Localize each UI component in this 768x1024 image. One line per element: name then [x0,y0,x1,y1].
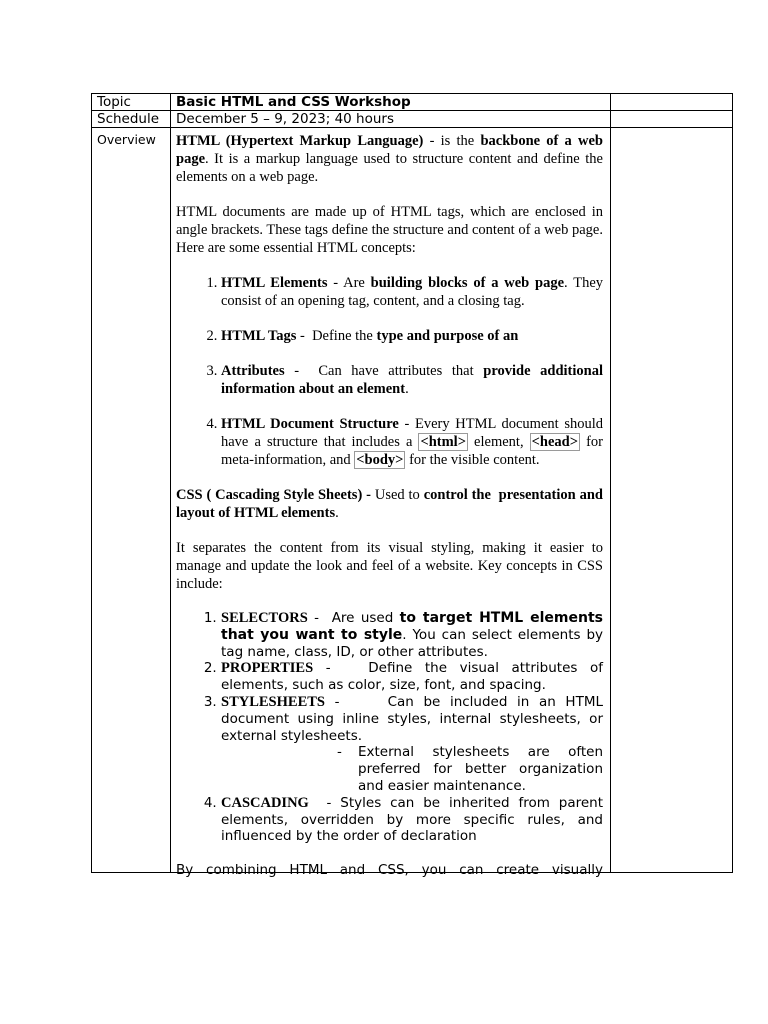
list-item: 3. Attributes - Can have attributes that provide additional information about an element. [221,362,603,398]
list-item: 1. SELECTORS - Are used to target HTML elements that you want to style. You can select elements by tag name, class, ID, or other attributes. [221,610,603,660]
schedule-row [92,111,733,128]
topic-row [92,94,733,111]
overview-row [92,128,733,873]
css-intro-paragraph: CSS ( Cascading Style Sheets) - Used to control the presentation and layout of HTML elements. [176,487,603,521]
html-docs-paragraph: HTML documents are made up of HTML tags, which are enclosed in angle brackets. These tags define the structure and content of a web page. Here are some essential HTML concepts: [176,204,603,256]
overview-label: Overview [92,128,171,873]
schedule-label: Schedule [92,111,171,128]
topic-label: Topic [92,94,171,111]
list-item: 4. HTML Document Structure - Every HTML document should have a structure that includes a <html> element, <head> for meta-information, and <body> for the visible content. [221,415,603,469]
css-concepts-list [176,610,603,845]
sub-list-item: - External stylesheets are often preferred for better organization and easier maintenance. [337,744,603,794]
topic-value: Basic HTML and CSS Workshop [171,94,611,111]
schedule-extra-cell [611,111,733,128]
list-item: 4. CASCADING - Styles can be inherited from parent elements, overridden by more specific rules, and influenced by the order of declaration [221,795,603,845]
list-item: 1. HTML Elements - Are building blocks of a web page. They consist of an opening tag, content, and a closing tag. [221,274,603,310]
html-concepts-list [176,274,603,469]
list-item: 2. PROPERTIES - Define the visual attributes of elements, such as color, size, font, and spacing. [221,660,603,694]
css-separates-paragraph: It separates the content from its visual styling, making it easier to manage and update the look and feel of a website. Key concepts in CSS include: [176,540,603,592]
closing-paragraph: By combining HTML and CSS, you can create visually [176,862,603,879]
stylesheets-sub-list [337,744,603,794]
list-item [221,694,603,795]
overview-content [171,128,611,879]
topic-extra-cell [611,94,733,111]
list-item: 2. HTML Tags - Define the type and purpose of an [221,327,603,345]
workshop-table [91,93,733,879]
schedule-value: December 5 – 9, 2023; 40 hours [171,111,611,128]
html-intro-paragraph: HTML (Hypertext Markup Language) - is the backbone of a web page. It is a markup language used to structure content and define the elements on a web page. [176,133,603,185]
overview-extra-cell [611,128,733,873]
stylesheets-text: STYLESHEETS - Can be included in an HTML document using inline styles, internal stylesheets, or external stylesheets. [221,693,603,744]
